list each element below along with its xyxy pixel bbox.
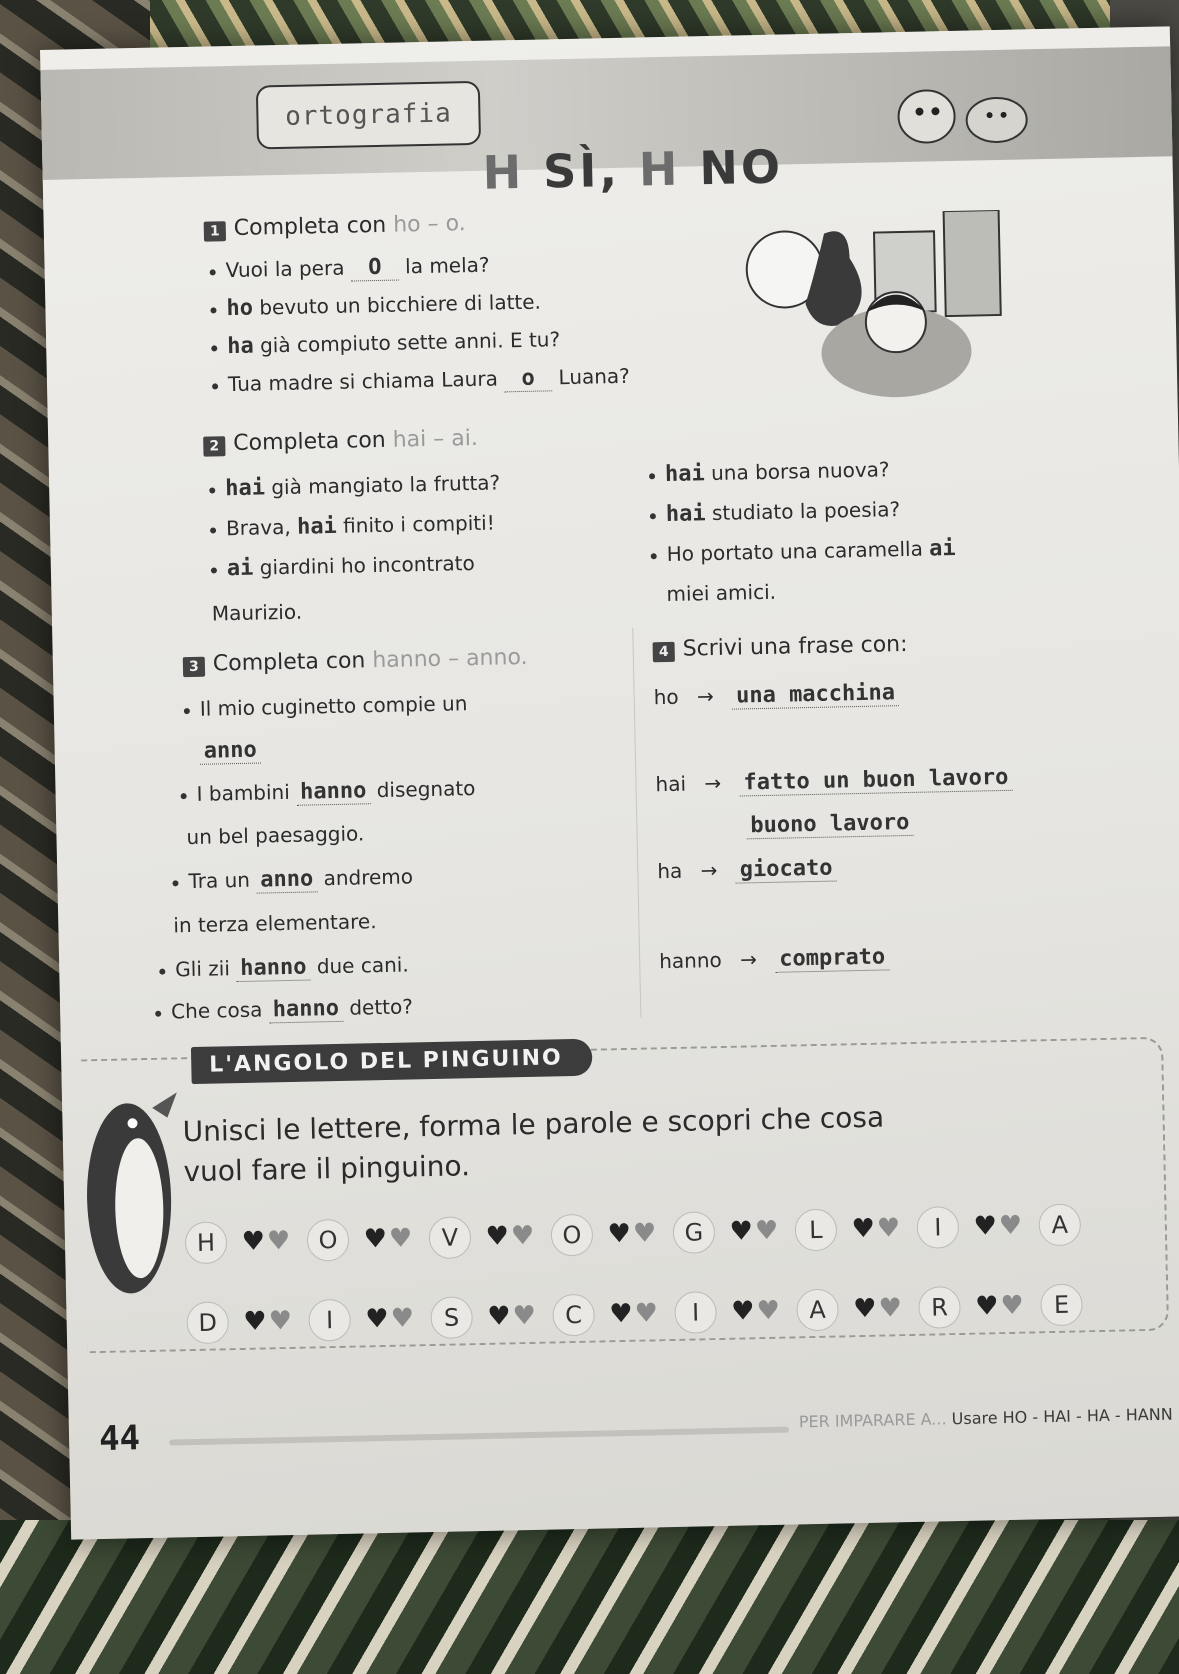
ex1-line-2-post: bevuto un bicchiere di latte.	[259, 289, 542, 320]
row1-letter[interactable]: V	[429, 1216, 472, 1259]
ex4-item-3: ha → giocato	[657, 856, 837, 886]
ex3-line-4	[186, 821, 364, 849]
footer-text-dark: Usare HO - HAI - HA - HANN	[951, 1404, 1173, 1429]
ex2-head-text: Completa con	[233, 427, 386, 457]
ex1-line-2-answer[interactable]: ho	[226, 295, 254, 322]
title-si: SÌ,	[542, 142, 621, 199]
penguin-banner: L'ANGOLO DEL PINGUINO	[191, 1039, 593, 1084]
ex1-line-2	[210, 290, 541, 322]
ex2-right-2-post: studiato la poesia?	[711, 497, 901, 526]
ex3-line-3-text: I bambini	[196, 779, 291, 806]
ex2-left-3	[211, 551, 475, 582]
ex2-right-3-text: Ho portato una caramella	[666, 536, 924, 566]
ex2-right-2-answer[interactable]: hai	[665, 501, 706, 527]
hearts-icon: ♥♥	[730, 1295, 783, 1327]
ex1-line-3-answer[interactable]: ha	[226, 333, 255, 360]
hearts-icon: ♥♥	[243, 1305, 295, 1338]
ex4-item-4: hanno → comprato	[659, 944, 889, 975]
hearts-icon: ♥♥	[487, 1300, 539, 1332]
row2-letter[interactable]: I	[674, 1291, 717, 1334]
ex2-head-options: hai – ai.	[392, 425, 479, 453]
row2-letter[interactable]: I	[308, 1299, 351, 1342]
ex2-left-1	[209, 470, 500, 501]
ex4-item-2-answer[interactable]: fatto un buon lavoro	[739, 765, 1012, 797]
ex3-line-3-answer[interactable]: hanno	[296, 778, 371, 806]
hearts-icon: ♥♥	[729, 1215, 781, 1247]
ex3-line-7-post: due cani.	[316, 952, 409, 979]
ex4-item-2-word: hai	[655, 771, 687, 797]
ex3-head-options: hanno – anno.	[372, 644, 528, 674]
row2-letter[interactable]: E	[1040, 1283, 1083, 1326]
ex3-number: 3	[183, 657, 205, 677]
ex3-line-8-text: Che cosa	[170, 997, 263, 1024]
ex3-line-6-text: in terza elementare.	[173, 909, 377, 938]
hearts-icon: ♥♥	[974, 1290, 1027, 1322]
ex4-item-3-word: ha	[657, 858, 683, 884]
ex4-extra-line	[746, 810, 913, 839]
footer-text-light: PER IMPARARE A...	[798, 1409, 947, 1432]
ex1-head-options: ho – o.	[392, 211, 466, 238]
section-tag: ortografia	[256, 81, 481, 150]
hearts-icon: ♥♥	[241, 1225, 293, 1258]
ex1-line-1	[209, 253, 489, 285]
footer-rule	[169, 1427, 789, 1446]
row1-letter[interactable]: O	[551, 1214, 594, 1257]
title-h1: H	[482, 144, 525, 200]
ex2-right-3	[650, 536, 955, 567]
ex4-heading	[652, 632, 907, 662]
row2-letter[interactable]: A	[796, 1289, 839, 1332]
ex3-head-text: Completa con	[212, 648, 366, 677]
ex3-line-8-answer[interactable]: hanno	[268, 996, 343, 1024]
ex3-line-5-text: Tra un	[188, 867, 251, 894]
ex4-item-4-answer[interactable]: comprato	[775, 944, 889, 972]
ex4-item-1: ho → una macchina	[653, 680, 899, 711]
row2-letter[interactable]: C	[552, 1294, 595, 1337]
ex2-left-2-post: finito i compiti!	[342, 510, 495, 538]
ex2-number: 2	[203, 436, 225, 456]
footer-text	[799, 1405, 1173, 1432]
ex2-right-4	[666, 580, 776, 606]
worksheet-page	[40, 26, 1179, 1539]
penguin-instruction: Unisci le lettere, forma le parole e scopri che cosa vuol fare il pinguino.	[182, 1100, 885, 1189]
mascot-illustration	[881, 69, 1033, 152]
ex3-line-4-text: un bel paesaggio.	[186, 821, 365, 850]
row2-letter[interactable]: S	[430, 1296, 473, 1339]
ex2-right-2	[650, 497, 901, 527]
ex2-right-1-answer[interactable]: hai	[664, 461, 706, 488]
row2-letter[interactable]: D	[186, 1301, 229, 1344]
ex3-line-3	[180, 776, 475, 808]
ex1-line-4-answer[interactable]: o	[504, 365, 553, 392]
ex3-line-5-post: andremo	[323, 864, 414, 891]
ex1-head-text: Completa con	[233, 212, 387, 241]
page-title	[482, 139, 783, 199]
ex4-extra-answer[interactable]: buono lavoro	[746, 810, 913, 839]
ex3-line-3-post: disegnato	[376, 776, 476, 803]
page-number: 44	[98, 1418, 141, 1460]
ex3-line-5	[172, 864, 413, 895]
hearts-icon: ♥♥	[485, 1220, 537, 1252]
ex2-right-4-text: miei amici.	[666, 579, 777, 606]
background-fabric-bottom	[0, 1520, 1179, 1674]
ex4-item-3-answer[interactable]: giocato	[735, 856, 836, 884]
ex1-line-1-answer[interactable]: O	[351, 255, 400, 282]
ex3-line-7-answer[interactable]: hanno	[236, 955, 311, 983]
ex3-line-5-answer[interactable]: anno	[256, 866, 318, 893]
title-h2: H	[638, 141, 681, 197]
ex2-right-3-answer[interactable]: ai	[928, 535, 956, 562]
ex1-line-4	[212, 364, 630, 399]
ex1-heading	[204, 211, 466, 241]
ex3-line-2-answer[interactable]: anno	[199, 738, 261, 765]
ex1-line-1-post: la mela?	[404, 252, 490, 279]
ex3-heading	[183, 645, 528, 677]
ex3-line-8-post: detto?	[349, 994, 414, 1020]
ex2-left-1-answer[interactable]: hai	[224, 475, 266, 502]
ex3-line-2	[199, 738, 261, 765]
hearts-icon: ♥♥	[852, 1293, 905, 1325]
row1-letter[interactable]: O	[307, 1219, 350, 1262]
ex3-line-1-text: Il mio cuginetto compie un	[199, 691, 468, 721]
ex1-line-4-text: Tua madre si chiama Laura	[227, 366, 499, 397]
ex2-left-1-post: già mangiato la frutta?	[271, 470, 501, 500]
ex4-head-text: Scrivi una frase con:	[682, 631, 908, 662]
row1-letter[interactable]: G	[672, 1211, 715, 1254]
hearts-icon: ♥♥	[363, 1223, 415, 1255]
ex2-left-2-answer[interactable]: hai	[296, 513, 338, 540]
ex4-item-4-word: hanno	[658, 947, 722, 974]
row2-letter[interactable]: R	[918, 1286, 961, 1329]
ex1-line-3	[211, 327, 560, 359]
penguin-icon	[71, 1067, 186, 1329]
column-divider	[632, 628, 641, 1018]
fruit-illustration	[734, 209, 1058, 416]
ex3-line-6	[173, 909, 377, 937]
ex2-heading	[203, 426, 478, 457]
ex2-left-3-answer[interactable]: ai	[226, 555, 254, 582]
row1-letter[interactable]: A	[1038, 1203, 1081, 1246]
row1-letter[interactable]: L	[794, 1209, 837, 1252]
ex1-line-4-post: Luana?	[558, 363, 631, 390]
row1-letter[interactable]: I	[916, 1206, 959, 1249]
hearts-icon: ♥♥	[365, 1303, 417, 1335]
ex2-left-4	[212, 600, 303, 626]
ex2-right-1	[649, 457, 890, 487]
ex2-left-4-text: Maurizio.	[211, 599, 303, 626]
ex3-line-8	[155, 994, 413, 1025]
hearts-icon: ♥♥	[973, 1210, 1025, 1242]
ex2-left-3-post: giardini ho incontrato	[259, 551, 475, 580]
row1-letter[interactable]: H	[185, 1221, 228, 1264]
ex4-number: 4	[653, 642, 675, 662]
ex1-line-1-text: Vuoi la pera	[225, 255, 345, 283]
ex2-left-2	[210, 511, 495, 542]
hearts-icon: ♥♥	[607, 1218, 659, 1250]
ex4-item-1-answer[interactable]: una macchina	[732, 680, 899, 709]
ex3-line-1	[184, 691, 468, 721]
ex4-item-1-word: ho	[653, 684, 679, 710]
ex3-line-7	[159, 952, 409, 983]
hearts-icon: ♥♥	[851, 1213, 903, 1245]
ex2-left-2-text: Brava,	[225, 514, 291, 541]
ex1-number: 1	[204, 221, 226, 241]
ex3-line-7-text: Gli zii	[175, 956, 231, 982]
title-no: NO	[698, 139, 784, 196]
ex4-item-2: hai → fatto un buon lavoro	[655, 765, 1012, 798]
hearts-icon: ♥♥	[608, 1298, 661, 1330]
ex1-line-3-post: già compiuto sette anni. E tu?	[259, 327, 561, 358]
ex2-right-1-post: una borsa nuova?	[710, 457, 890, 486]
